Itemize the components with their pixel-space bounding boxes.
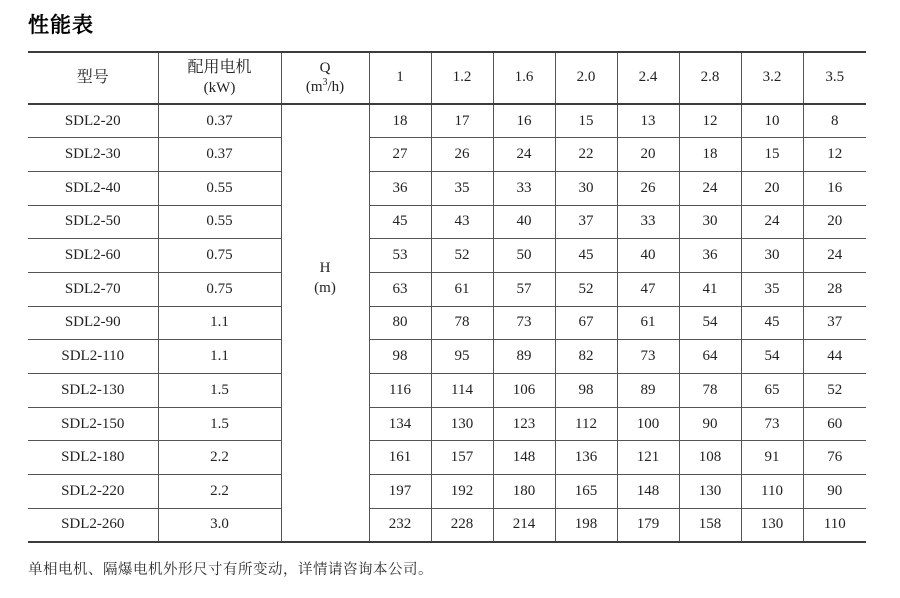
head-value-cell: 65	[741, 374, 803, 408]
head-value-cell: 78	[431, 306, 493, 340]
header-flow-value: 1.6	[493, 52, 555, 104]
table-row	[28, 104, 866, 138]
head-value-cell: 33	[493, 171, 555, 205]
head-value-cell: 35	[431, 171, 493, 205]
head-value-cell: 91	[741, 441, 803, 475]
head-unit-symbol: H	[319, 259, 331, 276]
head-value-cell: 27	[369, 138, 431, 172]
head-value-cell: 16	[493, 104, 555, 138]
head-value-cell: 24	[741, 205, 803, 239]
motor-power-cell: 1.1	[158, 306, 281, 340]
head-value-cell: 61	[431, 272, 493, 306]
head-value-cell: 54	[679, 306, 741, 340]
head-value-cell: 40	[493, 205, 555, 239]
head-value-cell: 54	[741, 340, 803, 374]
head-value-cell: 43	[431, 205, 493, 239]
head-value-cell: 41	[679, 272, 741, 306]
head-value-cell: 130	[679, 475, 741, 509]
motor-power-cell: 0.75	[158, 239, 281, 273]
head-value-cell: 95	[431, 340, 493, 374]
head-value-cell: 15	[555, 104, 617, 138]
table-row	[28, 138, 866, 172]
model-cell: SDL2-40	[28, 171, 158, 205]
head-value-cell: 22	[555, 138, 617, 172]
table-body	[28, 104, 866, 542]
table-row	[28, 508, 866, 542]
head-value-cell: 12	[803, 138, 866, 172]
head-unit-cell	[281, 104, 369, 542]
head-value-cell: 35	[741, 272, 803, 306]
head-value-cell: 18	[679, 138, 741, 172]
head-value-cell: 73	[617, 340, 679, 374]
head-value-cell: 73	[741, 407, 803, 441]
head-value-cell: 12	[679, 104, 741, 138]
head-value-cell: 76	[803, 441, 866, 475]
head-value-cell: 110	[803, 508, 866, 542]
head-value-cell: 116	[369, 374, 431, 408]
head-value-cell: 90	[679, 407, 741, 441]
head-value-cell: 106	[493, 374, 555, 408]
head-value-cell: 15	[741, 138, 803, 172]
head-value-cell: 198	[555, 508, 617, 542]
head-value-cell: 50	[493, 239, 555, 273]
head-value-cell: 52	[803, 374, 866, 408]
head-value-cell: 8	[803, 104, 866, 138]
head-value-cell: 26	[617, 171, 679, 205]
header-flow-value: 1.2	[431, 52, 493, 104]
head-value-cell: 33	[617, 205, 679, 239]
head-value-cell: 112	[555, 407, 617, 441]
head-value-cell: 20	[741, 171, 803, 205]
head-value-cell: 148	[617, 475, 679, 509]
head-value-cell: 134	[369, 407, 431, 441]
header-row	[28, 52, 866, 104]
motor-power-cell: 2.2	[158, 441, 281, 475]
head-value-cell: 45	[741, 306, 803, 340]
head-value-cell: 57	[493, 272, 555, 306]
header-flow-value: 2.0	[555, 52, 617, 104]
motor-power-cell: 3.0	[158, 508, 281, 542]
header-motor-label: 配用电机	[187, 58, 252, 76]
table-row	[28, 272, 866, 306]
motor-power-cell: 0.37	[158, 104, 281, 138]
table-row	[28, 340, 866, 374]
footnote: 单相电机、隔爆电机外形尺寸有所变动，详情请咨询本公司。	[28, 561, 433, 578]
head-value-cell: 18	[369, 104, 431, 138]
table-row	[28, 171, 866, 205]
model-cell: SDL2-50	[28, 205, 158, 239]
head-value-cell: 82	[555, 340, 617, 374]
head-value-cell: 114	[431, 374, 493, 408]
model-cell: SDL2-60	[28, 239, 158, 273]
header-motor	[158, 52, 281, 104]
head-value-cell: 197	[369, 475, 431, 509]
header-flow-value: 3.2	[741, 52, 803, 104]
head-value-cell: 24	[493, 138, 555, 172]
model-cell: SDL2-110	[28, 340, 158, 374]
head-value-cell: 10	[741, 104, 803, 138]
head-value-cell: 52	[431, 239, 493, 273]
head-value-cell: 53	[369, 239, 431, 273]
performance-table	[28, 51, 866, 543]
head-value-cell: 60	[803, 407, 866, 441]
header-flow-value: 2.8	[679, 52, 741, 104]
head-value-cell: 61	[617, 306, 679, 340]
table-row	[28, 306, 866, 340]
head-value-cell: 45	[369, 205, 431, 239]
head-unit-unit: (m)	[314, 279, 336, 296]
head-value-cell: 37	[803, 306, 866, 340]
motor-power-cell: 2.2	[158, 475, 281, 509]
head-value-cell: 67	[555, 306, 617, 340]
model-cell: SDL2-30	[28, 138, 158, 172]
head-value-cell: 28	[803, 272, 866, 306]
head-value-cell: 130	[741, 508, 803, 542]
head-value-cell: 179	[617, 508, 679, 542]
head-value-cell: 13	[617, 104, 679, 138]
head-value-cell: 180	[493, 475, 555, 509]
table-row	[28, 205, 866, 239]
head-value-cell: 36	[369, 171, 431, 205]
head-value-cell: 52	[555, 272, 617, 306]
model-cell: SDL2-150	[28, 407, 158, 441]
head-value-cell: 37	[555, 205, 617, 239]
model-cell: SDL2-90	[28, 306, 158, 340]
head-value-cell: 89	[493, 340, 555, 374]
head-value-cell: 47	[617, 272, 679, 306]
head-value-cell: 80	[369, 306, 431, 340]
head-value-cell: 121	[617, 441, 679, 475]
model-cell: SDL2-260	[28, 508, 158, 542]
table-row	[28, 239, 866, 273]
header-flow-unit: $(m^3/h)$	[305, 77, 345, 95]
head-value-cell: 20	[803, 205, 866, 239]
head-value-cell: 40	[617, 239, 679, 273]
head-value-cell: 100	[617, 407, 679, 441]
motor-power-cell: 0.55	[158, 205, 281, 239]
head-value-cell: 123	[493, 407, 555, 441]
head-value-cell: 44	[803, 340, 866, 374]
model-cell: SDL2-70	[28, 272, 158, 306]
header-flow-value: 3.5	[803, 52, 866, 104]
head-value-cell: 98	[555, 374, 617, 408]
header-flow-value: 1	[369, 52, 431, 104]
head-value-cell: 63	[369, 272, 431, 306]
motor-power-cell: 0.37	[158, 138, 281, 172]
head-value-cell: 64	[679, 340, 741, 374]
head-value-cell: 26	[431, 138, 493, 172]
head-value-cell: 78	[679, 374, 741, 408]
motor-power-cell: 0.55	[158, 171, 281, 205]
head-value-cell: 90	[803, 475, 866, 509]
motor-power-cell: 1.5	[158, 374, 281, 408]
page-title: 性能表	[28, 14, 94, 37]
motor-power-cell: 1.5	[158, 407, 281, 441]
head-value-cell: 36	[679, 239, 741, 273]
header-flow	[281, 52, 369, 104]
head-value-cell: 148	[493, 441, 555, 475]
head-value-cell: 30	[679, 205, 741, 239]
header-model: 型号	[28, 52, 158, 104]
head-value-cell: 192	[431, 475, 493, 509]
head-value-cell: 110	[741, 475, 803, 509]
head-value-cell: 161	[369, 441, 431, 475]
head-value-cell: 157	[431, 441, 493, 475]
header-motor-unit: (kW)	[203, 79, 236, 96]
table-row	[28, 374, 866, 408]
head-value-cell: 136	[555, 441, 617, 475]
table-row	[28, 475, 866, 509]
table-row	[28, 407, 866, 441]
head-value-cell: 45	[555, 239, 617, 273]
head-value-cell: 16	[803, 171, 866, 205]
head-unit-label	[282, 258, 369, 299]
head-value-cell: 130	[431, 407, 493, 441]
table-row	[28, 441, 866, 475]
head-value-cell: 98	[369, 340, 431, 374]
model-cell: SDL2-220	[28, 475, 158, 509]
head-value-cell: 108	[679, 441, 741, 475]
head-value-cell: 24	[803, 239, 866, 273]
head-value-cell: 20	[617, 138, 679, 172]
head-value-cell: 165	[555, 475, 617, 509]
model-cell: SDL2-20	[28, 104, 158, 138]
head-value-cell: 73	[493, 306, 555, 340]
header-flow-symbol: Q	[319, 59, 331, 76]
head-value-cell: 228	[431, 508, 493, 542]
head-value-cell: 89	[617, 374, 679, 408]
model-cell: SDL2-180	[28, 441, 158, 475]
head-value-cell: 30	[741, 239, 803, 273]
motor-power-cell: 1.1	[158, 340, 281, 374]
head-value-cell: 232	[369, 508, 431, 542]
head-value-cell: 214	[493, 508, 555, 542]
head-value-cell: 17	[431, 104, 493, 138]
motor-power-cell: 0.75	[158, 272, 281, 306]
header-flow-value: 2.4	[617, 52, 679, 104]
head-value-cell: 24	[679, 171, 741, 205]
model-cell: SDL2-130	[28, 374, 158, 408]
head-value-cell: 158	[679, 508, 741, 542]
head-value-cell: 30	[555, 171, 617, 205]
